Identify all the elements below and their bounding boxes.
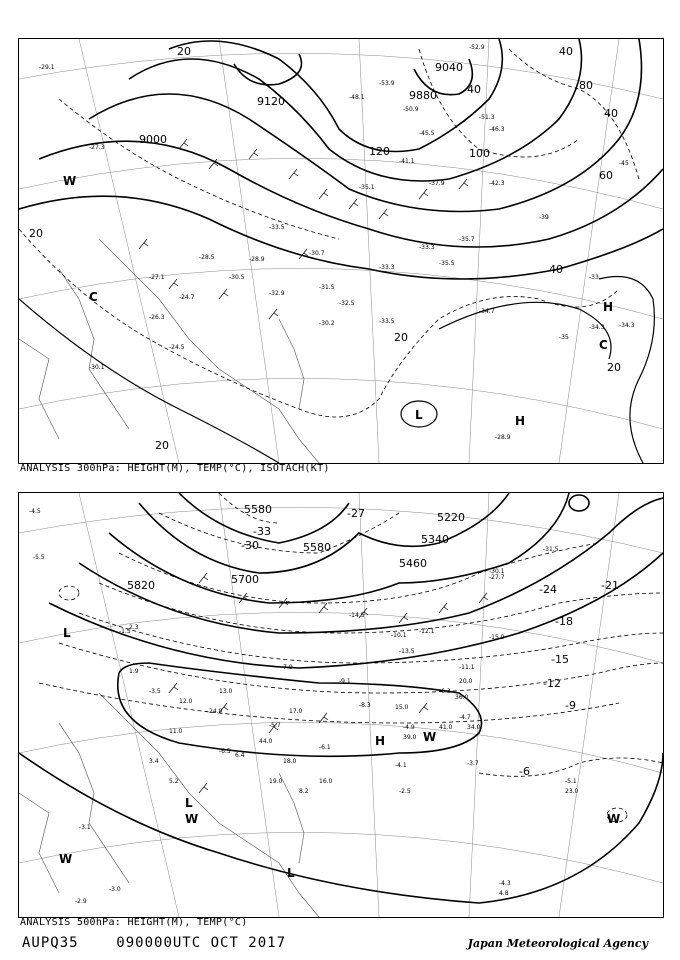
closed-contours: [19, 277, 654, 464]
obs-value: -31.5: [319, 284, 335, 291]
product-code: AUPQ35: [22, 935, 79, 951]
map-500hpa: [19, 493, 663, 917]
isotherm-label: -18: [555, 615, 573, 628]
obs-value: -27.1: [149, 274, 165, 281]
isotherm-contours: [39, 493, 663, 822]
obs-value: -32.5: [339, 300, 355, 307]
height-label: 5580: [303, 541, 331, 554]
height-label: 9120: [257, 95, 285, 108]
obs-value: -28.9: [249, 256, 265, 263]
obs-value: 41.0: [439, 724, 453, 731]
obs-value: 8.2: [299, 788, 309, 795]
station-observations: [29, 508, 579, 905]
obs-value: -48.1: [349, 94, 365, 101]
agency-name: Japan Meteorological Agency: [467, 937, 648, 950]
obs-value: -5.5: [33, 554, 45, 561]
low-marker: L: [415, 408, 423, 422]
isotherm-label: -30: [241, 539, 259, 552]
map-300hpa: [19, 39, 663, 463]
isotherm-label: -15: [551, 653, 569, 666]
low-marker: L: [287, 866, 295, 880]
obs-value: 17.0: [289, 708, 303, 715]
obs-value: 39.0: [403, 734, 417, 741]
obs-value: -8.3: [359, 702, 371, 709]
obs-value: -4.7: [459, 714, 471, 721]
height-label: 5460: [399, 557, 427, 570]
obs-value: -30.7: [309, 250, 325, 257]
isotherm-label: -12: [543, 677, 561, 690]
obs-value: -34.7: [479, 308, 495, 315]
obs-value: -41.1: [399, 158, 415, 165]
obs-value: 1.9: [129, 668, 139, 675]
valid-time: 090000UTC OCT 2017: [116, 935, 287, 951]
caption-500hpa: ANALYSIS 500hPa: HEIGHT(M), TEMP(°C): [20, 917, 248, 928]
obs-value: -33: [589, 274, 599, 281]
wind-barbs: [139, 139, 468, 319]
isotach-contours: [19, 49, 639, 417]
warm-marker: W: [59, 852, 73, 866]
obs-value: -29.1: [39, 64, 55, 71]
height-label: 9000: [139, 133, 167, 146]
obs-value: 16.0: [319, 778, 333, 785]
obs-value: -53.9: [379, 80, 395, 87]
chart-500hpa: [18, 492, 664, 918]
obs-value: -3.5: [149, 688, 161, 695]
obs-value: 11.0: [169, 728, 183, 735]
obs-value: -39: [539, 214, 549, 221]
obs-value: -52.9: [469, 44, 485, 51]
isotach-label: 60: [599, 169, 613, 182]
obs-value: -7.9: [281, 664, 293, 671]
obs-value: -45: [619, 160, 629, 167]
obs-value: -35.7: [459, 236, 475, 243]
obs-value: -45.5: [419, 130, 435, 137]
obs-value: -30.1: [89, 364, 105, 371]
obs-value: 12.0: [179, 698, 193, 705]
obs-value: -3.0: [109, 886, 121, 893]
obs-value: -32.9: [269, 290, 285, 297]
obs-value: -14.5: [349, 612, 365, 619]
obs-value: -30.1: [489, 568, 505, 575]
obs-value: -4.5: [29, 508, 41, 515]
obs-value: 4.8: [499, 890, 509, 897]
isotach-label: 40: [467, 83, 481, 96]
isotach-label: 100: [469, 147, 490, 160]
height-label: 5220: [437, 511, 465, 524]
obs-value: -35.1: [359, 184, 375, 191]
obs-value: -2.9: [75, 898, 87, 905]
obs-value: 3.4: [149, 758, 159, 765]
obs-value: -6.1: [319, 744, 331, 751]
isotach-label: 120: [369, 145, 390, 158]
obs-value: -2.5: [399, 788, 411, 795]
warm-marker: W: [607, 812, 621, 826]
height-labels: [127, 503, 465, 592]
isotach-label: 20: [177, 45, 191, 58]
obs-value: -4.9: [403, 724, 415, 731]
isotach-label: 20: [394, 331, 408, 344]
cold-marker: C: [599, 338, 608, 352]
isotherm-label: -21: [601, 579, 619, 592]
obs-value: -28.5: [199, 254, 215, 261]
isotherm-label: -27: [347, 507, 365, 520]
obs-value: -24.7: [179, 294, 195, 301]
height-label: 9040: [435, 61, 463, 74]
obs-value: -37.9: [429, 180, 445, 187]
isotach-label: 20: [607, 361, 621, 374]
chart-300hpa: [18, 38, 664, 464]
station-observations: [39, 44, 635, 441]
obs-value: 18.0: [283, 758, 297, 765]
high-marker: H: [375, 734, 386, 748]
obs-value: -33.5: [269, 224, 285, 231]
obs-value: 19.0: [269, 778, 283, 785]
obs-value: -1.5: [119, 628, 131, 635]
isotherm-label: -9: [565, 699, 576, 712]
obs-value: -42.3: [489, 180, 505, 187]
warm-marker: W: [63, 174, 77, 188]
obs-value: -5.7: [269, 722, 281, 729]
height-label: 5820: [127, 579, 155, 592]
isotherm-label: -24: [539, 583, 557, 596]
obs-value: -12.1: [419, 628, 435, 635]
obs-value: -33.3: [419, 244, 435, 251]
high-marker: H: [515, 414, 526, 428]
isotach-label: 40: [549, 263, 563, 276]
high-marker: H: [603, 300, 614, 314]
obs-value: 44.0: [259, 738, 273, 745]
obs-value: -33.3: [379, 264, 395, 271]
graticule: [19, 39, 663, 463]
obs-value: -3.1: [79, 824, 91, 831]
obs-value: -33.5: [379, 318, 395, 325]
obs-value: -9.1: [339, 678, 351, 685]
obs-value: 13.0: [219, 688, 233, 695]
height-labels: [139, 61, 463, 146]
height-label: 5580: [244, 503, 272, 516]
low-marker: L: [63, 626, 71, 640]
obs-value: -34.3: [589, 324, 605, 331]
height-label: 9880: [409, 89, 437, 102]
obs-value: -27.7: [489, 574, 505, 581]
product-line: [22, 935, 286, 951]
obs-value: -13.5: [399, 648, 415, 655]
caption-300hpa: ANALYSIS 300hPa: HEIGHT(M), TEMP(°C), ISOTACH(KT): [20, 463, 330, 474]
obs-value: -51.3: [479, 114, 495, 121]
warm-marker: W: [185, 812, 199, 826]
obs-value: -11.1: [459, 664, 475, 671]
isotherm-label: -6: [519, 765, 530, 778]
isotach-label: 40: [604, 107, 618, 120]
obs-value: -27.3: [89, 144, 105, 151]
obs-value: -10.1: [391, 632, 407, 639]
obs-value: 24.0: [209, 708, 223, 715]
isotach-label: 20: [29, 227, 43, 240]
warm-marker: W: [423, 730, 437, 744]
obs-value: -5.1: [565, 778, 577, 785]
obs-value: -30.5: [229, 274, 245, 281]
isotach-label: 20: [155, 439, 169, 452]
obs-value: -28.9: [495, 434, 511, 441]
obs-value: -6.5: [219, 748, 231, 755]
obs-value: -4.3: [499, 880, 511, 887]
isotherm-label: -33: [253, 525, 271, 538]
low-marker: L: [185, 796, 193, 810]
obs-value: -6.3: [439, 688, 451, 695]
obs-value: 34.0: [467, 724, 481, 731]
obs-value: 2.3: [129, 624, 139, 631]
obs-value: -15.9: [489, 634, 505, 641]
obs-value: -24.5: [169, 344, 185, 351]
obs-value: -35.5: [439, 260, 455, 267]
isotach-label: 80: [579, 79, 593, 92]
height-label: 5340: [421, 533, 449, 546]
obs-value: -4.1: [395, 762, 407, 769]
obs-value: -34.3: [619, 322, 635, 329]
obs-value: -50.9: [403, 106, 419, 113]
isotach-label: 40: [559, 45, 573, 58]
obs-value: 23.0: [565, 788, 579, 795]
obs-value: -46.3: [489, 126, 505, 133]
height-label: 5700: [231, 573, 259, 586]
obs-value: 20.0: [459, 678, 473, 685]
obs-value: 15.0: [395, 704, 409, 711]
obs-value: -31.5: [543, 546, 559, 553]
obs-value: -35: [559, 334, 569, 341]
cold-marker: C: [89, 290, 98, 304]
obs-value: 36.0: [455, 694, 469, 701]
obs-value: 6.4: [235, 752, 245, 759]
obs-value: -3.7: [467, 760, 479, 767]
obs-value: 5.2: [169, 778, 179, 785]
obs-value: -30.2: [319, 320, 335, 327]
obs-value: -26.3: [149, 314, 165, 321]
